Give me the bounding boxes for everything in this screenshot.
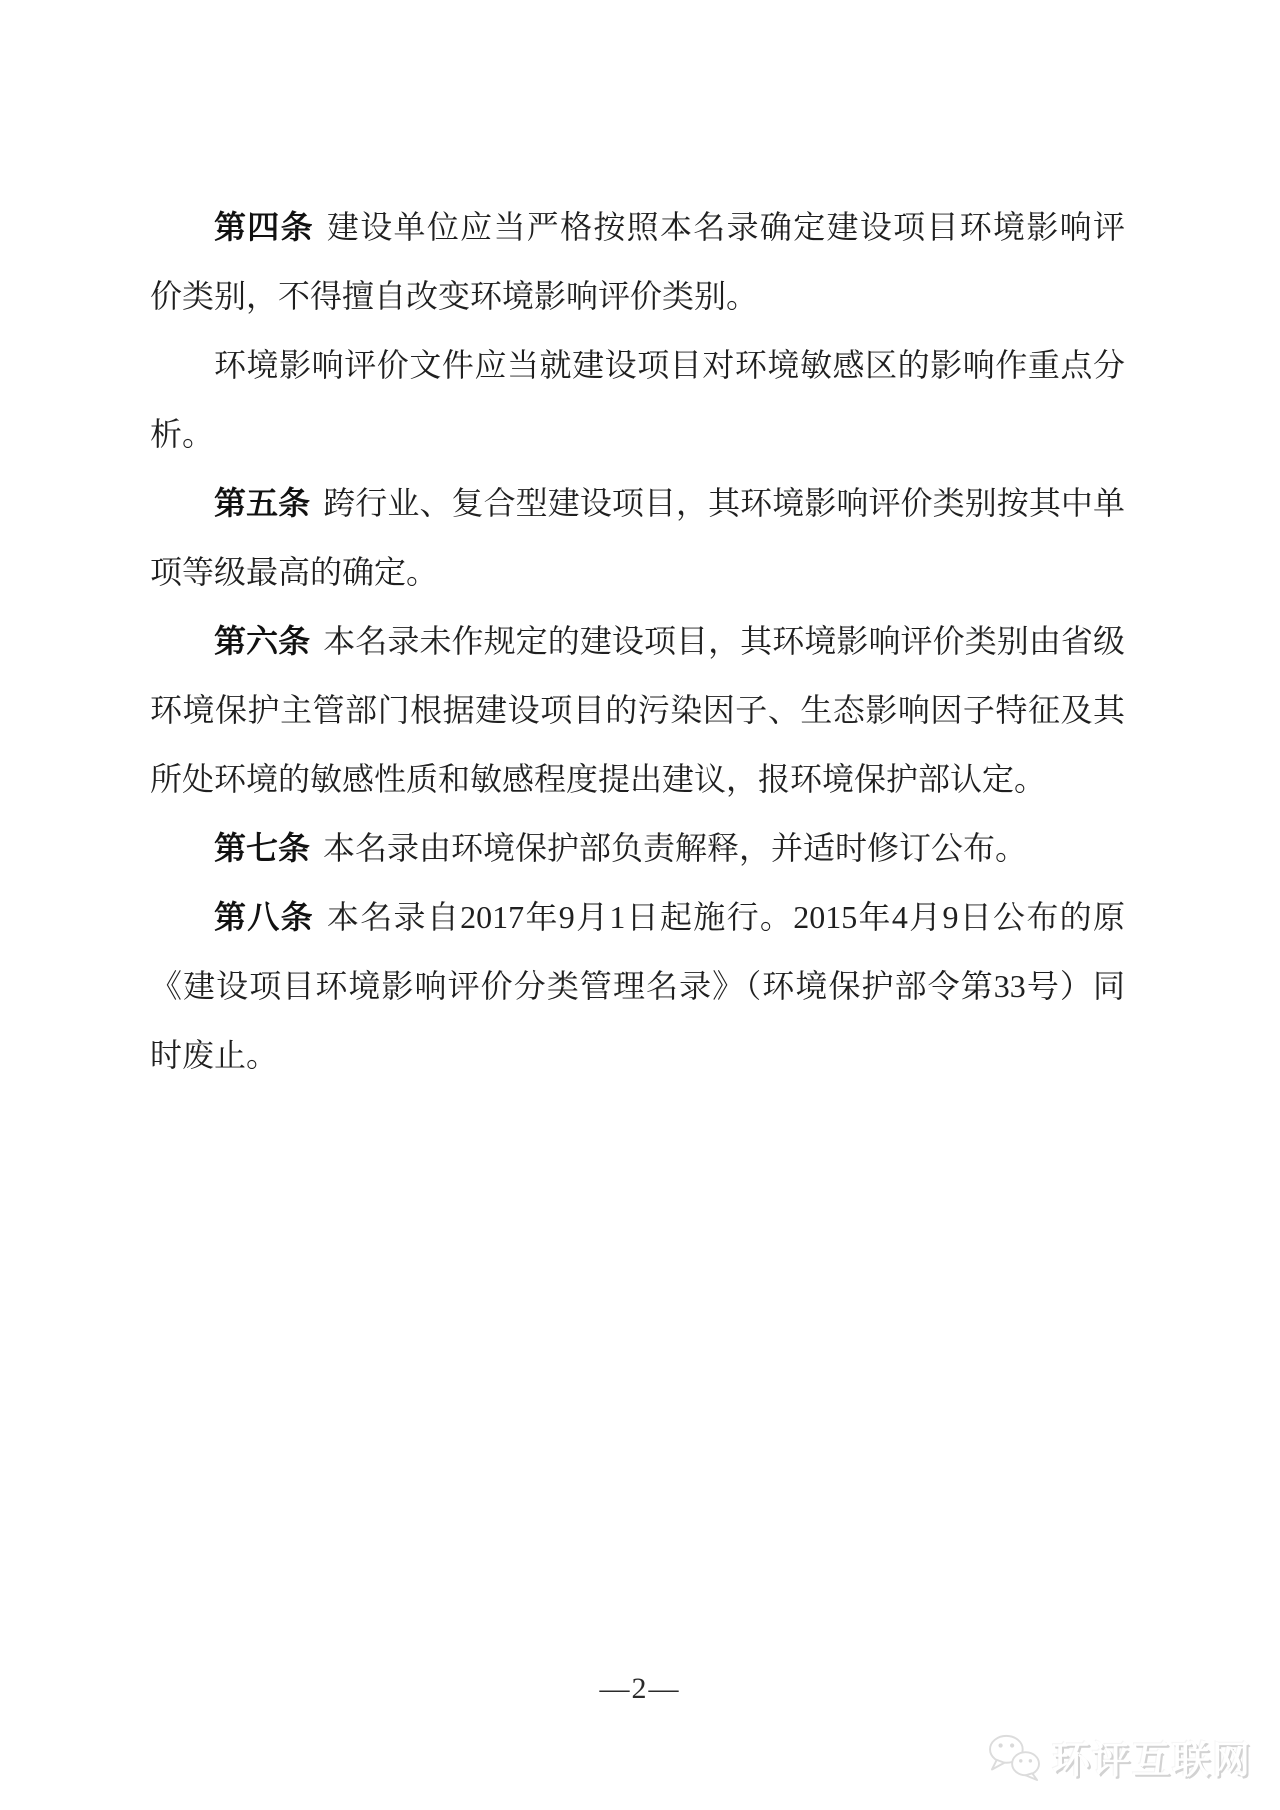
paragraph-line bbox=[150, 469, 1125, 538]
wechat-icon bbox=[986, 1733, 1044, 1781]
paragraph-text: 《建设项目环境影响评价分类管理名录》（环境保护部令第33号）同 bbox=[150, 968, 1125, 1004]
document-body bbox=[150, 193, 1125, 1090]
paragraph-text: 项等级最高的确定。 bbox=[150, 554, 439, 590]
clause-heading: 第七条 bbox=[214, 830, 311, 866]
paragraph-text: 本名录由环境保护部负责解释，并适时修订公布。 bbox=[323, 830, 1028, 866]
clause-heading: 第四条 bbox=[214, 209, 314, 245]
paragraph-text: 建设单位应当严格按照本名录确定建设项目环境影响评 bbox=[326, 209, 1125, 245]
paragraph-line bbox=[150, 538, 1125, 607]
paragraph-line bbox=[150, 883, 1125, 952]
paragraph-text: 价类别，不得擅自改变环境影响评价类别。 bbox=[150, 278, 759, 314]
paragraph-line bbox=[150, 1021, 1125, 1090]
clause-heading: 第五条 bbox=[214, 485, 311, 521]
paragraph-text: 跨行业、复合型建设项目，其环境影响评价类别按其中单 bbox=[323, 485, 1125, 521]
paragraph-line bbox=[150, 814, 1125, 883]
paragraph-text: 析。 bbox=[150, 416, 215, 452]
paragraph-line bbox=[150, 952, 1125, 1021]
page-number: —2— bbox=[599, 1672, 681, 1705]
paragraph-text: 本名录自2017年9月1日起施行。2015年4月9日公布的原 bbox=[326, 899, 1125, 935]
paragraph-line bbox=[150, 331, 1125, 400]
paragraph-text: 本名录未作规定的建设项目，其环境影响评价类别由省级 bbox=[323, 623, 1125, 659]
paragraph-text: 所处环境的敏感性质和敏感程度提出建议，报环境保护部认定。 bbox=[150, 761, 1047, 797]
paragraph-line bbox=[150, 193, 1125, 262]
watermark-label: 环评互联网 bbox=[1051, 1740, 1252, 1782]
paragraph-line bbox=[150, 745, 1125, 814]
paragraph-line bbox=[150, 400, 1125, 469]
watermark bbox=[986, 1729, 1252, 1784]
paragraph-text: 时废止。 bbox=[150, 1037, 279, 1073]
paragraph-line bbox=[150, 607, 1125, 676]
clause-heading: 第八条 bbox=[214, 899, 314, 935]
paragraph-line bbox=[150, 676, 1125, 745]
paragraph-text: 环境影响评价文件应当就建设项目对环境敏感区的影响作重点分 bbox=[214, 347, 1125, 383]
paragraph-text: 环境保护主管部门根据建设项目的污染因子、生态影响因子特征及其 bbox=[150, 692, 1125, 728]
paragraph-line bbox=[150, 262, 1125, 331]
clause-heading: 第六条 bbox=[214, 623, 311, 659]
